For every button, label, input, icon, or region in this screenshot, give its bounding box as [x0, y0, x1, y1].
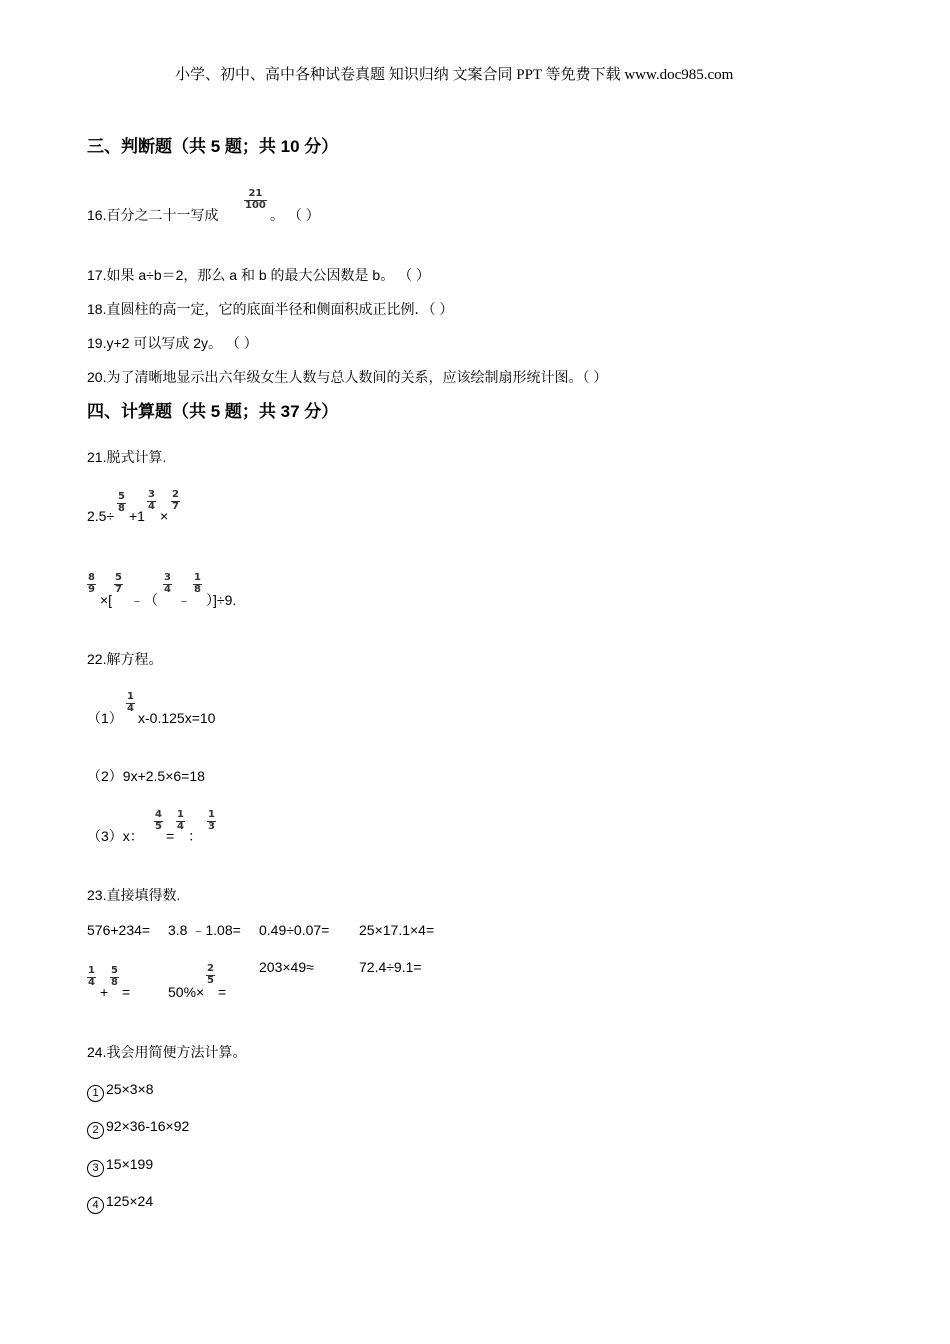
circled-number-4: 4 — [87, 1197, 104, 1214]
q23-item-2: 3.8 ﹣1.08= — [168, 922, 241, 938]
q22-eq1-rest: x-0.125x=10 — [138, 710, 216, 726]
q22-eq3-label: （3）x： — [87, 828, 144, 844]
q22-eq3-equals: = — [166, 828, 175, 844]
q21-expr2-part-c: ﹣ — [177, 592, 191, 608]
q21-expr1-fraction-1: $\frac{5}{8}$ — [118, 491, 125, 514]
q21-expr1-fraction-2: $\frac{3}{4}$ — [148, 489, 155, 512]
section-4-title: 四、计算题（共 5 题；共 37 分） — [87, 402, 339, 421]
question-16-text: 16.百分之二十一写成 — [87, 207, 219, 223]
q22-eq3-colon: ： — [188, 828, 202, 844]
q21-expr1-part-b: +1 — [129, 508, 145, 524]
question-20: 20.为了清晰地显示出六年级女生人数与总人数间的关系，应该绘制扇形统计图。（ ） — [87, 369, 608, 385]
q21-expr2-fraction-4: $\frac{1}{8}$ — [194, 572, 201, 595]
q23-item-6: 72.4÷9.1= — [359, 959, 422, 975]
q21-expr1-part-c: × — [160, 508, 169, 524]
circled-number-2: 2 — [87, 1122, 104, 1139]
question-17: 17.如果 a÷b＝2，那么 a 和 b 的最大公因数是 b。 （ ） — [87, 267, 430, 283]
question-16-answer-blank: 。 （ ） — [270, 207, 320, 223]
q21-expr1-part-a: 2.5÷ — [87, 508, 115, 524]
q23-row3-fraction-2: $\frac{5}{8}$ — [111, 965, 118, 988]
question-19: 19.y+2 可以写成 2y。 （ ） — [87, 335, 258, 351]
q24-item-1: 1 25×3×8 — [87, 1082, 154, 1102]
q23-item-1: 576+234= — [87, 922, 151, 938]
page-header: 小学、初中、高中各种试卷真题 知识归纳 文案合同 PPT 等免费下载 www.doc985.com — [175, 67, 734, 83]
q23-row3-percent: 50%× — [168, 984, 205, 1000]
q24-item-4: 4 125×24 — [87, 1194, 153, 1214]
q23-item-3: 0.49÷0.07= — [259, 922, 330, 938]
q22-eq3-fraction-3: $\frac{1}{3}$ — [208, 809, 215, 832]
q22-eq2: （2）9x+2.5×6=18 — [87, 768, 205, 784]
q23-row3-equals-2: = — [218, 984, 227, 1000]
q23-row3-fraction-3: $\frac{2}{5}$ — [207, 963, 214, 986]
q21-expr2-fraction-1: $\frac{8}{9}$ — [88, 572, 95, 595]
circled-number-3: 3 — [87, 1160, 104, 1177]
question-22-title: 22.解方程。 — [87, 651, 163, 667]
q23-row3-fraction-1: $\frac{1}{4}$ — [88, 965, 95, 988]
q21-expr1-fraction-3: $\frac{2}{7}$ — [172, 489, 179, 512]
q21-expr2-fraction-3: $\frac{3}{4}$ — [164, 572, 171, 595]
q22-eq3-fraction-1: $\frac{4}{5}$ — [155, 809, 162, 832]
q21-expr2-part-b: ﹣（ — [130, 592, 158, 608]
question-24-title: 24.我会用简便方法计算。 — [87, 1044, 247, 1060]
question-18: 18.直圆柱的高一定，它的底面半径和侧面积成正比例．（ ） — [87, 301, 454, 317]
question-23-title: 23.直接填得数. — [87, 887, 181, 903]
q24-item-3: 3 15×199 — [87, 1157, 153, 1177]
q24-item-2: 2 92×36-16×92 — [87, 1119, 189, 1139]
q21-expr2-fraction-2: $\frac{5}{7}$ — [115, 572, 122, 595]
q22-eq1-fraction: $\frac{1}{4}$ — [127, 691, 134, 714]
q23-row3-equals-1: = — [122, 984, 131, 1000]
q23-item-4: 25×17.1×4= — [359, 922, 435, 938]
q21-expr2-part-a: ×[ — [100, 592, 113, 608]
question-16-fraction: $\frac{21}{100}$ — [245, 188, 266, 211]
q23-row3-plus: + — [100, 984, 109, 1000]
q22-eq3-fraction-2: $\frac{1}{4}$ — [177, 809, 184, 832]
q21-expr2-part-d: ）]÷9. — [206, 592, 237, 608]
question-21-title: 21.脱式计算. — [87, 449, 167, 465]
q23-item-5: 203×49≈ — [259, 959, 314, 975]
q22-eq1-label: （1） — [87, 710, 123, 726]
circled-number-1: 1 — [87, 1085, 104, 1102]
section-3-title: 三、判断题（共 5 题；共 10 分） — [87, 137, 339, 156]
